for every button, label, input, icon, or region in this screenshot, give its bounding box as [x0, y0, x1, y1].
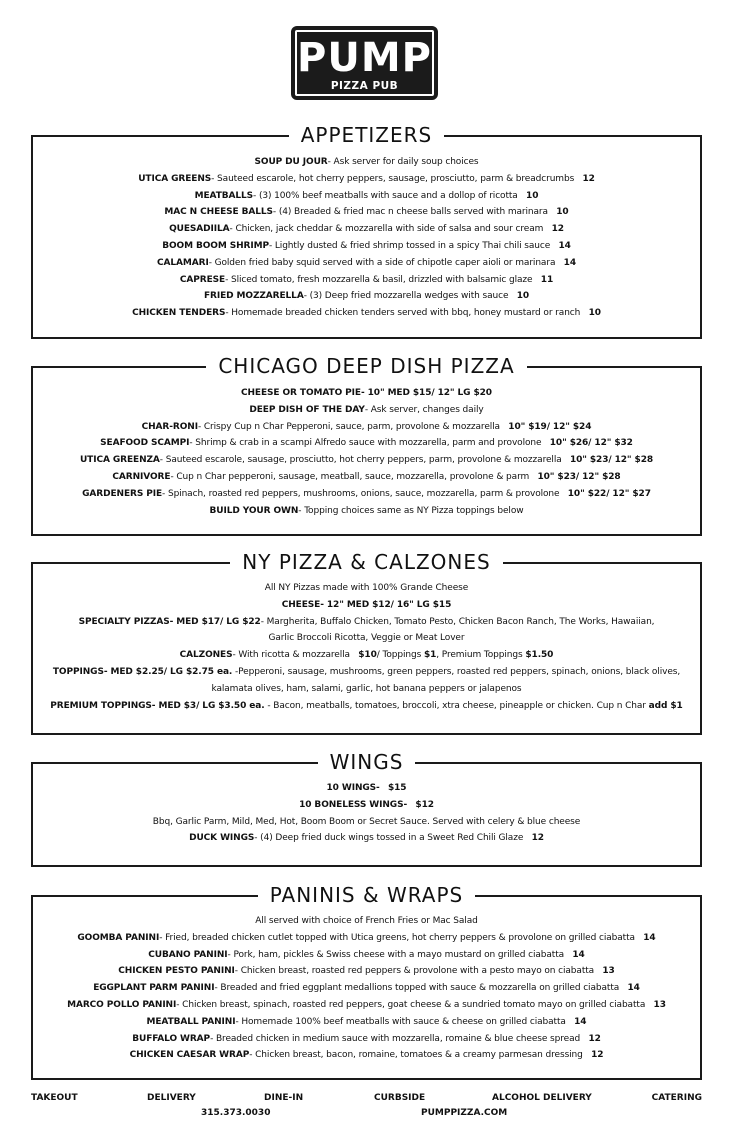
item-description: - Golden fried baby squid served with a side of chipotle caper aioli or marinara: [208, 257, 556, 268]
list-item: [37, 469, 696, 486]
footer-delivery: DELIVERY: [147, 1093, 196, 1103]
paninis-title: PANINIS & WRAPS: [258, 883, 476, 907]
item-description: - Spinach, roasted red peppers, mushrooms, onions, sauce, mozzarella, parm & provolone: [162, 488, 560, 499]
item-name: BUILD YOUR OWN: [209, 505, 299, 516]
deep-dish-section: [31, 354, 702, 536]
appetizers-section: [31, 123, 702, 339]
list-item: [37, 963, 696, 980]
list-item: [37, 402, 696, 419]
item-description: - Shrimp & crab in a scampi Alfredo sauce with mozzarella, parm and provolone: [189, 438, 542, 449]
list-item: Bbq, Garlic Parm, Mild, Med, Hot, Boom Boom or Secret Sauce. Served with celery & blue cheese: [152, 816, 581, 827]
item-description: - Ask server for daily soup choices: [327, 157, 479, 167]
item-price: 12: [588, 1033, 601, 1044]
list-item: [37, 997, 696, 1014]
item-price: 14: [643, 932, 656, 943]
paninis-section: [31, 883, 702, 1080]
item-price: 13: [653, 999, 666, 1010]
item-name: EGGPLANT PARM PANINI: [93, 983, 215, 994]
item-description: - Homemade 100% beef meatballs with sauce & cheese on grilled ciabatta: [235, 1016, 566, 1027]
item-description: - Ask server, changes daily: [364, 404, 484, 415]
item-name: MEATBALL PANINI: [146, 1016, 236, 1027]
item-name: CHICKEN TENDERS: [132, 308, 226, 319]
footer-dine-in: DINE-IN: [264, 1093, 304, 1103]
item-description: - Chicken, jack cheddar & mozzarella with side of salsa and sour cream: [229, 224, 544, 235]
list-item: All NY Pizzas made with 100% Grande Cheese: [264, 583, 469, 593]
item-name: GOOMBA PANINI: [77, 932, 160, 943]
item-name: BOOM BOOM SHRIMP: [162, 240, 269, 251]
item-name: CHAR-RONI: [141, 421, 198, 432]
item-description: - Topping choices same as NY Pizza toppings below: [298, 505, 524, 516]
item-name: FRIED MOZZARELLA: [203, 291, 304, 302]
item-name: DEEP DISH OF THE DAY: [249, 404, 365, 415]
logo-tagline: PIZZA PUB: [330, 80, 399, 92]
list-item: [37, 385, 696, 402]
item-name: BUFFALO WRAP: [132, 1033, 211, 1044]
deep-dish-title: CHICAGO DEEP DISH PIZZA: [206, 354, 526, 378]
item-description: - Breaded chicken in medium sauce with mozzarella, romaine & blue cheese spread: [210, 1033, 581, 1044]
item-name: UTICA GREENZA: [79, 455, 160, 466]
item-description: - Lightly dusted & fried shrimp tossed in a spicy Thai chili sauce: [268, 240, 551, 251]
list-item: 10 BONELESS WINGS- $12: [299, 799, 434, 810]
appetizers-title: APPETIZERS: [289, 123, 444, 147]
ny-pizza-list: [37, 580, 696, 714]
footer-phone: 315.373.0030: [201, 1108, 271, 1118]
item-name: QUESADIILA: [169, 224, 230, 235]
list-item: [37, 238, 696, 255]
list-item: CALZONES- With ricotta & mozzarella $10/ Toppings $1, Premium Toppings $1.50: [179, 650, 554, 661]
footer-catering: CATERING: [651, 1093, 702, 1103]
item-description: - Chicken breast, spinach, roasted red peppers, goat cheese & a sundried tomato mayo on grilled ciabatta: [176, 999, 646, 1010]
list-item: SPECIALTY PIZZAS- MED $17/ LG $22- Margherita, Buffalo Chicken, Tomato Pesto, Chicken Bacon Ranch, The Works, Hawaiian,: [78, 616, 655, 627]
footer-takeout: TAKEOUT: [31, 1093, 78, 1103]
item-name: SOUP DU JOUR: [254, 157, 328, 167]
item-price: 12: [582, 173, 595, 184]
list-item: [37, 255, 696, 272]
wings-title: WINGS: [318, 750, 416, 774]
footer-curbside: CURBSIDE: [374, 1093, 426, 1103]
paninis-list: [37, 913, 696, 1064]
item-price: 11: [540, 274, 554, 285]
item-description: - Fried, breaded chicken cutlet topped with Utica greens, hot cherry peppers & provolone on grilled ciabatta: [159, 932, 635, 943]
item-name: CHICKEN PESTO PANINI: [118, 966, 235, 977]
item-price: 10" $22/ 12" $27: [567, 488, 651, 499]
footer-website: PUMPPIZZA.COM: [421, 1108, 508, 1118]
item-description: - (3) Deep fried mozzarella wedges with sauce: [303, 291, 509, 302]
wings-list: [37, 780, 696, 847]
item-description: - Sauteed escarole, sausage, prosciutto, hot cherry peppers, parm, provolone & mozzarella: [159, 455, 562, 466]
item-price: 14: [572, 949, 585, 960]
item-name: SEAFOOD SCAMPI: [100, 438, 190, 449]
item-name: MARCO POLLO PANINI: [67, 999, 177, 1010]
item-description: - Crispy Cup n Char Pepperoni, sauce, parm, provolone & mozzarella: [197, 421, 500, 432]
item-price: 10" $19/ 12" $24: [508, 421, 592, 432]
list-item: [37, 1047, 696, 1064]
list-item: [37, 1014, 696, 1031]
item-description: - Pork, ham, pickles & Swiss cheese with a mayo mustard on grilled ciabatta: [227, 949, 565, 960]
ny-pizza-section: [31, 550, 702, 735]
list-item: [37, 288, 696, 305]
item-price: 10" $26/ 12" $32: [549, 438, 633, 449]
item-name: UTICA GREENS: [138, 173, 212, 184]
ny-pizza-title: NY PIZZA & CALZONES: [230, 550, 502, 574]
item-description: - Chicken breast, bacon, romaine, tomatoes & a creamy parmesan dressing: [249, 1050, 583, 1061]
item-price: 14: [563, 257, 576, 268]
item-name: GARDENERS PIE: [82, 488, 163, 499]
item-price: 12: [591, 1050, 604, 1061]
item-price: 12: [551, 224, 564, 235]
list-item: [37, 272, 696, 289]
item-description: - Homemade breaded chicken tenders served with bbq, honey mustard or ranch: [225, 308, 581, 319]
item-description: - 10" MED $15/ 12" LG $20: [360, 388, 492, 398]
deep-dish-list: [37, 385, 696, 519]
list-item: [37, 305, 696, 322]
list-item: [37, 221, 696, 238]
item-name: CAPRESE: [179, 274, 226, 285]
appetizers-list: [37, 154, 696, 322]
list-item: [37, 930, 696, 947]
list-item: [37, 486, 696, 503]
item-price: 10: [556, 207, 569, 218]
list-item: [37, 154, 696, 171]
item-name: CHICKEN CAESAR WRAP: [129, 1050, 250, 1061]
item-name: CHEESE OR TOMATO PIE: [241, 388, 361, 398]
list-item: kalamata olives, ham, salami, garlic, hot banana peppers or jalapenos: [211, 683, 522, 694]
item-price: 10" $23/ 12" $28: [537, 471, 621, 482]
list-item: [37, 419, 696, 436]
item-description: - Cup n Char pepperoni, sausage, meatball, sauce, mozzarella, provolone & parm: [170, 471, 530, 482]
list-item: [37, 503, 696, 520]
item-description: - Breaded and fried eggplant medallions topped with sauce & mozzarella on grilled ciabatta: [214, 983, 620, 994]
list-item: [37, 171, 696, 188]
item-name: CUBANO PANINI: [148, 949, 228, 960]
logo-name: PUMP: [297, 35, 432, 81]
list-item: CHEESE- 12" MED $12/ 16" LG $15: [281, 599, 452, 610]
item-price: 14: [627, 983, 640, 994]
wings-section: [31, 750, 702, 867]
list-item: [37, 452, 696, 469]
list-item: PREMIUM TOPPINGS- MED $3/ LG $3.50 ea. - Bacon, meatballs, tomatoes, broccoli, xtra cheese, pineapple or chicken. Cup n Char add $1: [50, 700, 683, 711]
item-price: 14: [558, 240, 571, 251]
item-description: - (3) 100% beef meatballs with sauce and a dollop of ricotta: [253, 190, 518, 201]
list-item: [37, 1031, 696, 1048]
item-price: 10" $23/ 12" $28: [569, 455, 654, 466]
footer: [31, 1093, 702, 1125]
item-price: 10: [526, 190, 539, 201]
list-item: [37, 188, 696, 205]
list-item: DUCK WINGS- (4) Deep fried duck wings tossed in a Sweet Red Chili Glaze 12: [189, 833, 544, 844]
list-item: [37, 980, 696, 997]
item-price: 13: [602, 966, 615, 977]
item-description: - Sliced tomato, fresh mozzarella & basil, drizzled with balsamic glaze: [225, 274, 533, 285]
item-price: 14: [574, 1016, 587, 1027]
list-item: TOPPINGS- MED $2.25/ LG $2.75 ea. -Pepperoni, sausage, mushrooms, green peppers, roasted red peppers, spinach, onions, black olives,: [52, 666, 681, 677]
item-name: CALAMARI: [157, 257, 209, 268]
list-item: 10 WINGS- $15: [326, 783, 407, 793]
item-price: 10: [516, 291, 530, 302]
logo: [291, 26, 438, 100]
footer-alcohol-delivery: ALCOHOL DELIVERY: [492, 1093, 592, 1103]
list-item: All served with choice of French Fries or Mac Salad: [255, 916, 478, 926]
list-item: Garlic Broccoli Ricotta, Veggie or Meat Lover: [268, 633, 465, 644]
item-description: - Sauteed escarole, hot cherry peppers, sausage, prosciutto, parm & breadcrumbs: [211, 173, 575, 184]
list-item: [37, 435, 696, 452]
item-description: - (4) Breaded & fried mac n cheese balls served with marinara: [272, 207, 548, 218]
list-item: [37, 947, 696, 964]
item-name: CARNIVORE: [112, 471, 171, 482]
list-item: [37, 204, 696, 221]
item-name: MEATBALLS: [194, 190, 254, 201]
item-price: 10: [588, 308, 601, 319]
item-description: - Chicken breast, roasted red peppers & provolone with a pesto mayo on ciabatta: [234, 966, 595, 977]
item-name: MAC N CHEESE BALLS: [164, 207, 273, 218]
